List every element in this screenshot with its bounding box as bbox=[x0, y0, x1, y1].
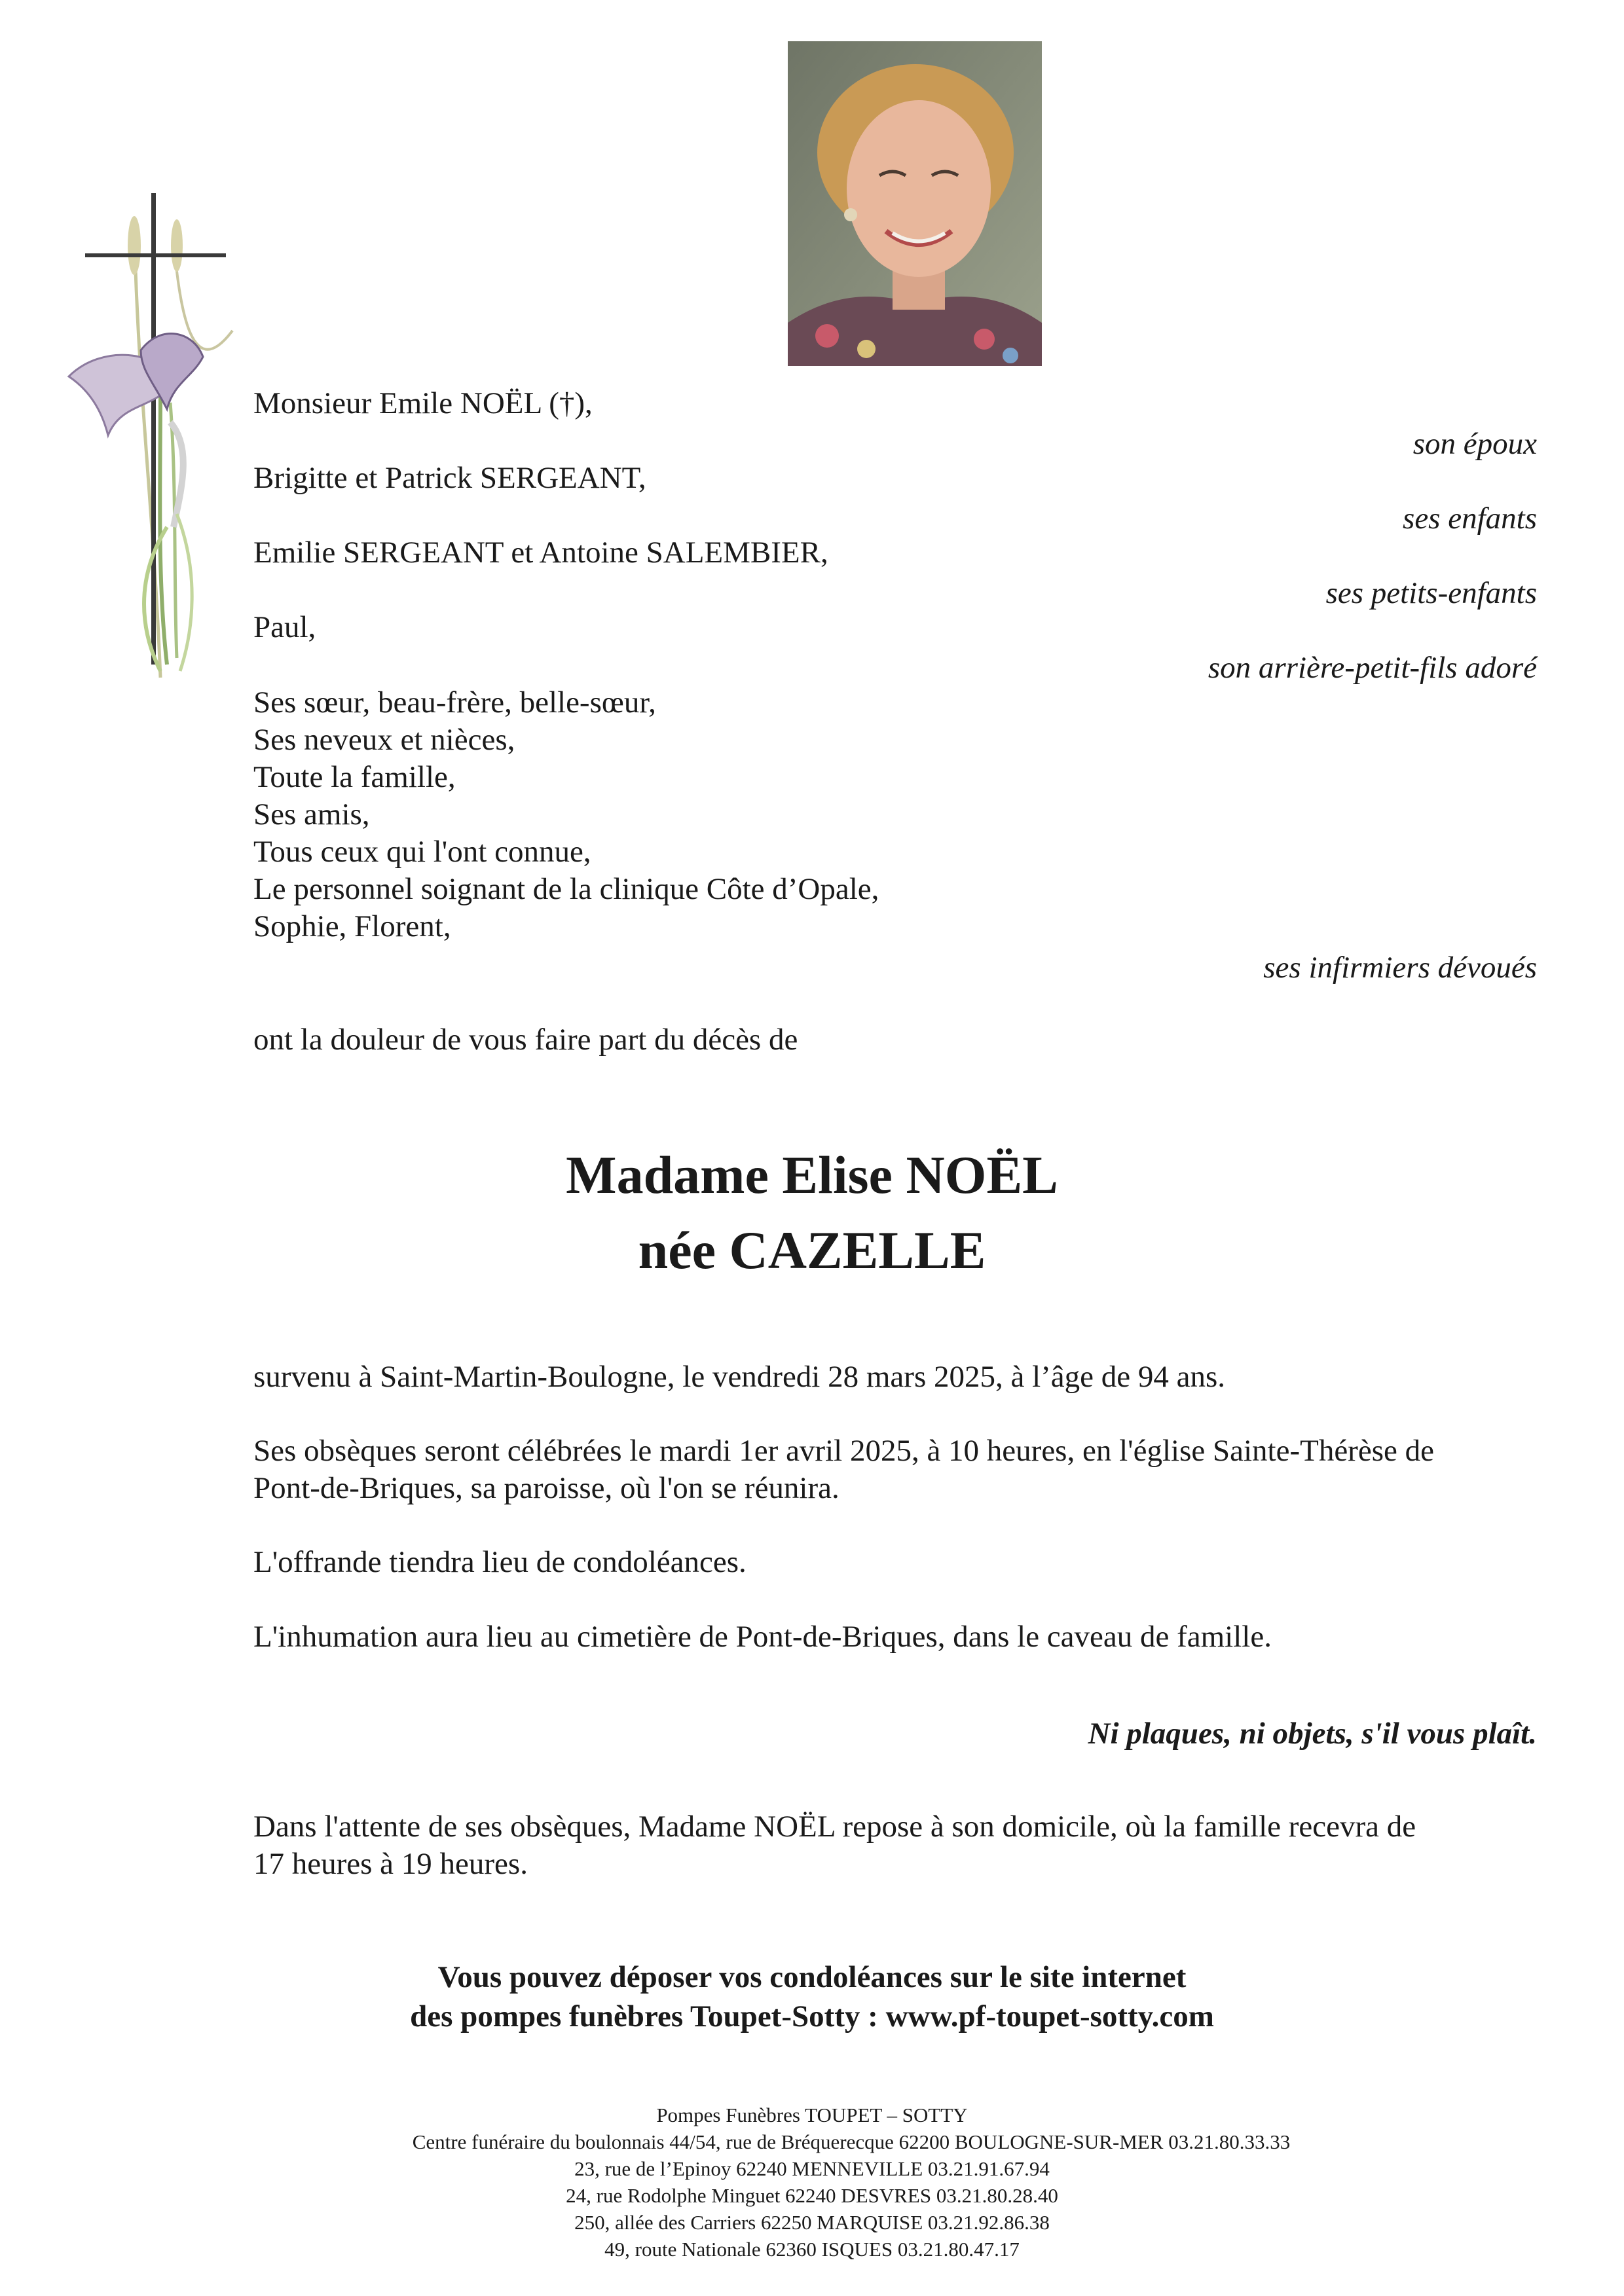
burial-details: L'inhumation aura lieu au cimetière de Pont-de-Briques, dans le caveau de famille. bbox=[253, 1620, 1272, 1654]
other-relatives-line: Ses amis, bbox=[253, 797, 370, 831]
footer-address: 23, rue de l’Epinoy 62240 MENNEVILLE 03.21.91.67.94 bbox=[574, 2157, 1050, 2180]
footer-address: 49, route Nationale 62360 ISQUES 03.21.80.47.17 bbox=[604, 2238, 1020, 2261]
funeral-home-footer bbox=[0, 2102, 1624, 2263]
other-relatives-line: Le personnel soignant de la clinique Côte d’Opale, bbox=[253, 872, 879, 906]
other-relatives-line: Toute la famille, bbox=[253, 760, 456, 794]
offering-note: L'offrande tiendra lieu de condoléances. bbox=[253, 1545, 747, 1579]
footer-company: Pompes Funèbres TOUPET – SOTTY bbox=[656, 2104, 968, 2126]
other-relatives-line: Ses neveux et nièces, bbox=[253, 723, 515, 757]
other-relatives-line: Tous ceux qui l'ont connue, bbox=[253, 835, 591, 869]
condolences-line2: des pompes funèbres Toupet-Sotty : www.pf-toupet-sotty.com bbox=[410, 1999, 1214, 2033]
relation-great-grandchild: son arrière-petit-fils adoré bbox=[1208, 651, 1537, 685]
portrait-image bbox=[788, 41, 1042, 366]
death-details: survenu à Saint-Martin-Boulogne, le vendredi 28 mars 2025, à l’âge de 94 ans. bbox=[253, 1360, 1226, 1394]
family-name-2: Brigitte et Patrick SERGEANT, bbox=[253, 461, 646, 495]
portrait-photo bbox=[788, 41, 1042, 366]
no-plaques-note: Ni plaques, ni objets, s'il vous plaît. bbox=[1088, 1717, 1537, 1751]
deceased-name: Madame Elise NOËL bbox=[566, 1145, 1058, 1205]
home-viewing-line1: Dans l'attente de ses obsèques, Madame NOËL repose à son domicile, où la famille recevra de bbox=[253, 1810, 1416, 1844]
home-viewing-line2: 17 heures à 19 heures. bbox=[253, 1847, 528, 1881]
other-relatives-line: Sophie, Florent, bbox=[253, 909, 451, 943]
relation-children: ses enfants bbox=[1403, 501, 1537, 536]
relation-spouse: son époux bbox=[1412, 427, 1537, 461]
funeral-details-line1: Ses obsèques seront célébrées le mardi 1er avril 2025, à 10 heures, en l'église Sainte-Thérèse de bbox=[253, 1434, 1434, 1468]
other-relatives-list bbox=[253, 684, 879, 945]
condolences-line1: Vous pouvez déposer vos condoléances sur le site internet bbox=[437, 1960, 1187, 1994]
deceased-birth-name: née CAZELLE bbox=[638, 1220, 986, 1280]
other-relatives-line: Ses sœur, beau-frère, belle-sœur, bbox=[253, 685, 656, 720]
funeral-details-line2: Pont-de-Briques, sa paroisse, où l'on se réunira. bbox=[253, 1471, 840, 1505]
family-name-3: Emilie SERGEANT et Antoine SALEMBIER, bbox=[253, 536, 828, 570]
family-name-1: Monsieur Emile NOËL (†), bbox=[253, 386, 593, 420]
relation-grandchildren: ses petits-enfants bbox=[1325, 576, 1537, 610]
footer-address: 24, rue Rodolphe Minguet 62240 DESVRES 03.21.80.28.40 bbox=[566, 2184, 1058, 2207]
relation-nurses: ses infirmiers dévoués bbox=[1263, 951, 1537, 985]
family-name-4: Paul, bbox=[253, 610, 316, 644]
footer-address: 250, allée des Carriers 62250 MARQUISE 03.21.92.86.38 bbox=[574, 2211, 1050, 2234]
cross-lily-decoration bbox=[62, 187, 252, 684]
footer-address: Centre funéraire du boulonnais 44/54, rue de Bréquerecque 62200 BOULOGNE-SUR-MER 03.21.80.33.33 bbox=[412, 2130, 1291, 2153]
announcement-text: ont la douleur de vous faire part du décès de bbox=[253, 1023, 798, 1057]
